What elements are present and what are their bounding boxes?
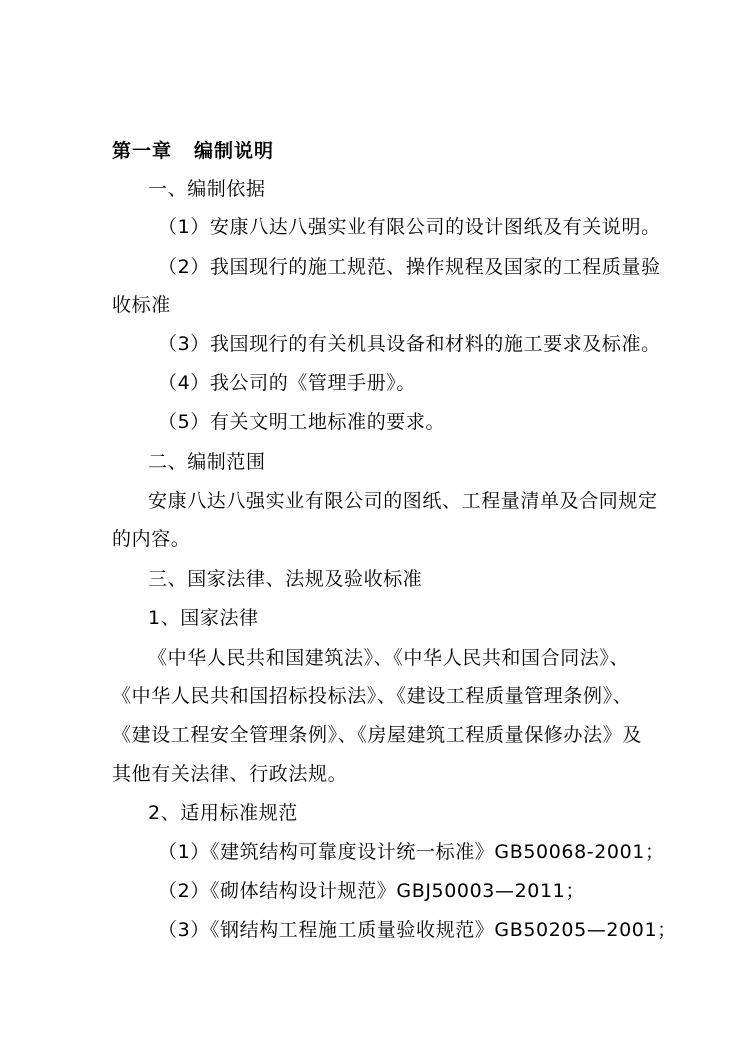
chapter-title: 编制说明 (194, 140, 275, 162)
laws-line-2: 《中华人民共和国招标投标法》、《建设工程质量管理条例》、 (112, 685, 633, 707)
section-heading-scope: 二、编制范围 (148, 451, 266, 473)
section-heading-basis: 一、编制依据 (148, 178, 266, 200)
laws-line-3: 《建设工程安全管理条例》、《房屋建筑工程质量保修办法》及 (112, 724, 642, 746)
standard-item-1: （1）《建筑结构可靠度设计统一标准》GB50068-2001； (158, 841, 665, 863)
chapter-heading (0, 139, 744, 163)
basis-item-5: （5）有关文明工地标准的要求。 (158, 411, 446, 433)
laws-line-1: 《中华人民共和国建筑法》、《中华人民共和国合同法》、 (148, 647, 630, 669)
scope-paragraph-line-2: 的内容。 (112, 528, 191, 550)
standard-item-3: （3）《钢结构工程施工质量验收规范》GB50205—2001； (158, 919, 677, 941)
basis-item-2-continued: 收标准 (112, 294, 171, 316)
section-heading-laws: 三、国家法律、法规及验收标准 (148, 568, 423, 590)
subsection-heading-standards: 2、适用标准规范 (148, 802, 298, 824)
scope-paragraph-line-1: 安康八达八强实业有限公司的图纸、工程量清单及合同规定 (148, 490, 658, 512)
laws-line-4: 其他有关法律、行政法规。 (112, 763, 348, 785)
basis-item-4: （4）我公司的《管理手册》。 (158, 372, 416, 394)
chapter-number: 第一章 (112, 140, 173, 162)
basis-item-1: （1）安康八达八强实业有限公司的设计图纸及有关说明。 (158, 216, 661, 238)
basis-item-3: （3）我国现行的有关机具设备和材料的施工要求及标准。 (158, 333, 661, 355)
basis-item-2: （2）我国现行的施工规范、操作规程及国家的工程质量验 (158, 256, 661, 278)
standard-item-2: （2）《砌体结构设计规范》GBJ50003—2011； (158, 880, 585, 902)
subsection-heading-national-laws: 1、国家法律 (148, 607, 259, 629)
